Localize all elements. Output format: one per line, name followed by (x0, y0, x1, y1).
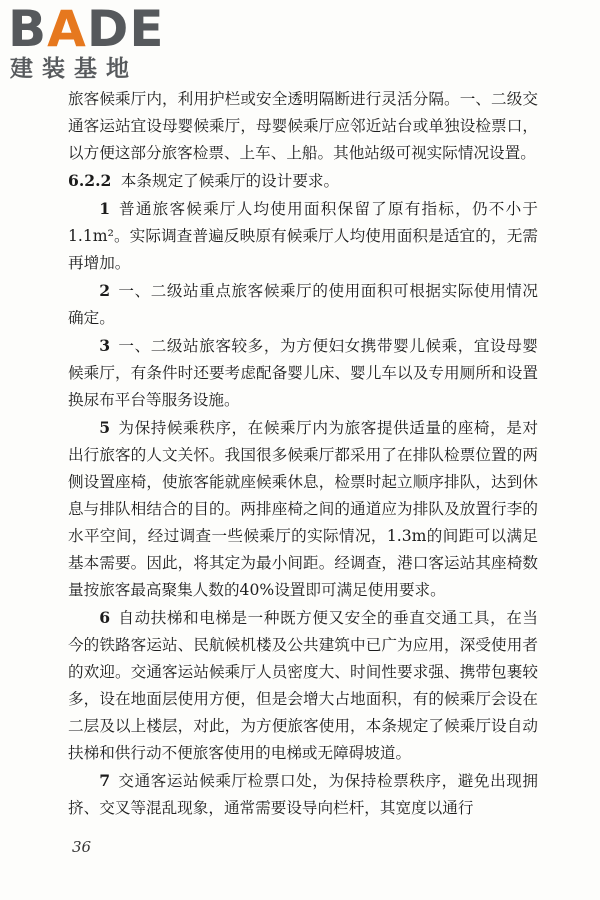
logo-subtitle: 建装基地 (10, 56, 138, 82)
logo-wordmark: BADE (8, 0, 165, 58)
clause-6-2-2: 6.2.2 本条规定了候乘厅的设计要求。 (68, 171, 340, 190)
item-7: 7 交通客运站候乘厅检票口处，为保持检票秩序，避免出现拥挤、交叉等混乱现象，通常需要设导向栏杆，其宽度以通行 (68, 771, 538, 817)
item-number: 3 (99, 336, 111, 355)
item-number: 7 (99, 771, 111, 790)
item-5: 5 为保持候乘秩序，在候乘厅内为旅客提供适量的座椅，是对出行旅客的人文关怀。我国很多候乘厅都采用了在排队检票位置的两侧设置座椅，使旅客能就座候乘休息，检票时起立顺序排队，达到休息与排队相结合的目的。两排座椅之间的通道应为排队及放置行李的水平空间，经过调查一些候乘厅的实际情况，1.3m的间距可以满足基本需要。因此，将其定为最小间距。经调查，港口客运站其座椅数量按旅客最高聚集人数的40%设置即可满足使用要求。 (68, 418, 538, 599)
item-number: 1 (99, 199, 111, 218)
item-number: 2 (99, 281, 111, 300)
paragraph-continued: 旅客候乘厅内，利用护栏或安全透明隔断进行灵活分隔。一、二级交通客运站宜设母婴候乘厅，母婴候乘厅应邻近站台或单独设检票口，以方便这部分旅客检票、上车、上船。其他站级可视实际情况设置。 (68, 90, 538, 162)
clause-number: 6.2.2 (68, 171, 112, 190)
page-number: 36 (72, 838, 92, 856)
logo-accent-letter: A (47, 0, 87, 58)
item-6: 6 自动扶梯和电梯是一种既方便又安全的垂直交通工具，在当今的铁路客运站、民航候机楼及公共建筑中已广为应用，深受使用者的欢迎。交通客运站候乘厅人员密度大、时间性要求强、携带包裹较多，设在地面层使用方便，但是会增大占地面积，有的候乘厅会设在二层及以上楼层，对此，为方便旅客使用，本条规定了候乘厅设自动扶梯和供行动不便旅客使用的电梯或无障碍坡道。 (68, 608, 538, 762)
item-number: 6 (99, 608, 111, 627)
item-2: 2 一、二级站重点旅客候乘厅的使用面积可根据实际使用情况确定。 (68, 281, 538, 327)
item-1: 1 普通旅客候乘厅人均使用面积保留了原有指标，仍不小于1.1m²。实际调查普遍反映原有候乘厅人均使用面积是适宜的，无需再增加。 (68, 199, 538, 272)
item-3: 3 一、二级站旅客较多，为方便妇女携带婴儿候乘，宜设母婴候乘厅，有条件时还要考虑配备婴儿床、婴儿车以及专用厕所和设置换尿布平台等服务设施。 (68, 336, 538, 409)
bade-logo (8, 2, 188, 90)
body-text (68, 86, 538, 822)
item-number: 5 (99, 418, 111, 437)
